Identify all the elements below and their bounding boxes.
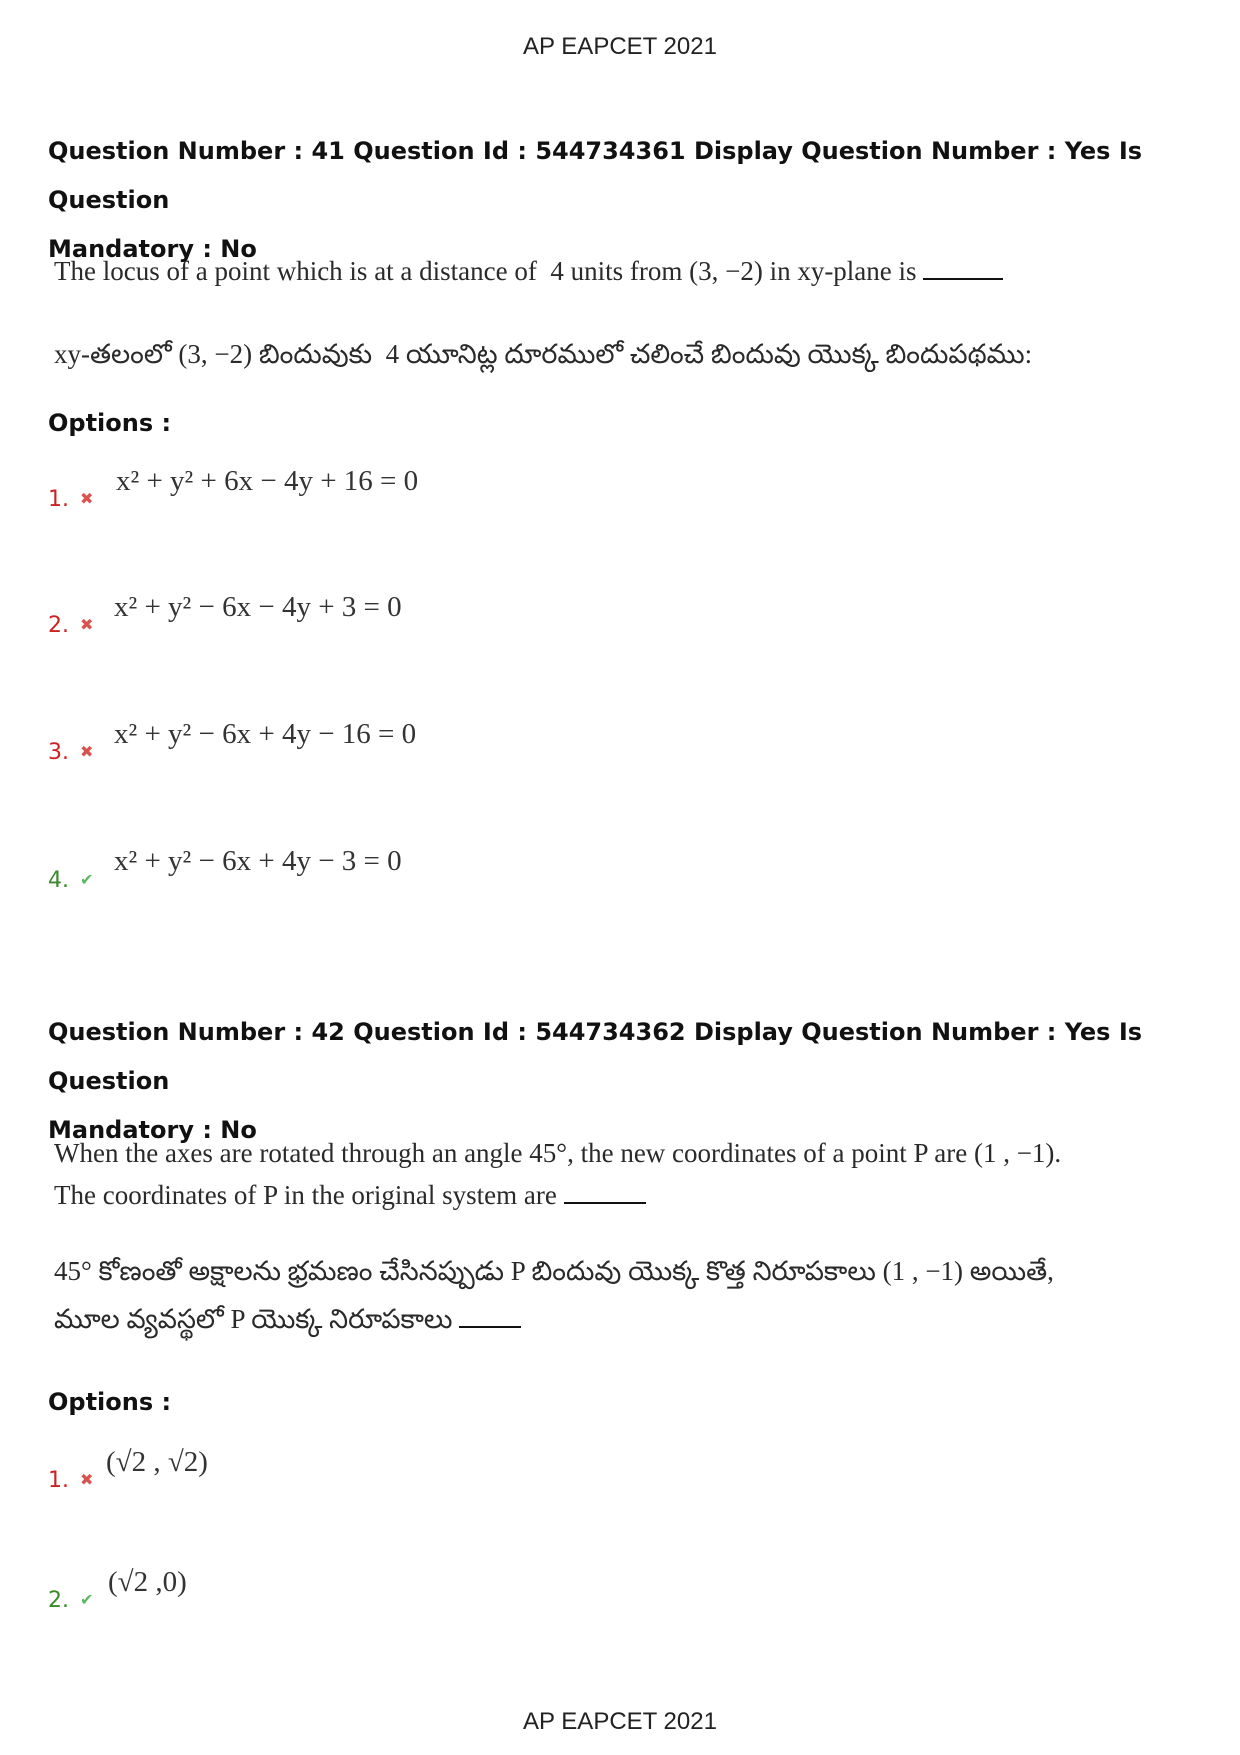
wrong-mark-icon: ✖ — [80, 489, 94, 508]
question-42 — [48, 1008, 1198, 1613]
option-expression: (√2 , √2) — [106, 1446, 208, 1478]
option-expression: x² + y² + 6x − 4y + 16 = 0 — [116, 465, 419, 497]
question-stem-telugu: xy-తలంలో (3, −2) బిందువుకు 4 యూనిట్ల దూరములో చలించే బిందువు యొక్క బిందుపథము: — [54, 339, 1033, 369]
question-stem-english: The locus of a point which is at a distance of 4 units from (3, −2) in xy-plane is — [54, 256, 1003, 287]
question-mandatory: Mandatory : No — [48, 235, 257, 263]
question-41 — [48, 127, 1198, 893]
option-number: 4. — [48, 868, 69, 893]
option-number: 2. — [48, 613, 69, 638]
option-number: 3. — [48, 740, 69, 765]
option-number: 1. — [48, 487, 69, 512]
page-header: AP EAPCET 2021 — [523, 33, 717, 60]
question-header: Question Number : 42 Question Id : 544734362 Display Question Number : Yes Is Question — [48, 1018, 1143, 1095]
option-4[interactable] — [48, 842, 748, 902]
wrong-mark-icon: ✖ — [80, 742, 94, 761]
option-number: 2. — [48, 1588, 69, 1613]
option-2[interactable] — [48, 587, 748, 647]
question-mandatory: Mandatory : No — [48, 1116, 257, 1144]
option-1[interactable] — [48, 1442, 748, 1502]
wrong-mark-icon: ✖ — [80, 615, 94, 634]
option-expression: x² + y² − 6x + 4y − 3 = 0 — [114, 845, 402, 877]
page-footer: AP EAPCET 2021 — [523, 1708, 717, 1735]
question-stem-telugu: 45° కోణంతో అక్షాలను భ్రమణం చేసినప్పుడు P బిందువు యొక్క కొత్త నిరూపకాలు (1 , −1) అయితే, — [54, 1256, 1054, 1286]
option-expression: x² + y² − 6x + 4y − 16 = 0 — [114, 718, 417, 750]
check-mark-icon: ✔ — [80, 870, 94, 889]
option-expression: x² + y² − 6x − 4y + 3 = 0 — [114, 591, 402, 623]
option-1[interactable] — [48, 461, 748, 521]
question-stem-english: When the axes are rotated through an angle 45°, the new coordinates of a point P are (1 , −1). — [54, 1138, 1062, 1168]
question-header: Question Number : 41 Question Id : 544734361 Display Question Number : Yes Is Question — [48, 137, 1143, 214]
options-title: Options : — [48, 409, 172, 437]
option-expression: (√2 ,0) — [108, 1566, 187, 1598]
wrong-mark-icon: ✖ — [80, 1470, 94, 1489]
option-2[interactable] — [48, 1562, 748, 1622]
options-title: Options : — [48, 1388, 172, 1416]
option-number: 1. — [48, 1468, 69, 1493]
question-stem-telugu-2: మూల వ్యవస్థలో P యొక్క నిరూపకాలు — [54, 1304, 521, 1342]
question-stem-english-2: The coordinates of P in the original system are — [54, 1180, 646, 1211]
check-mark-icon: ✔ — [80, 1590, 94, 1609]
option-3[interactable] — [48, 714, 748, 774]
